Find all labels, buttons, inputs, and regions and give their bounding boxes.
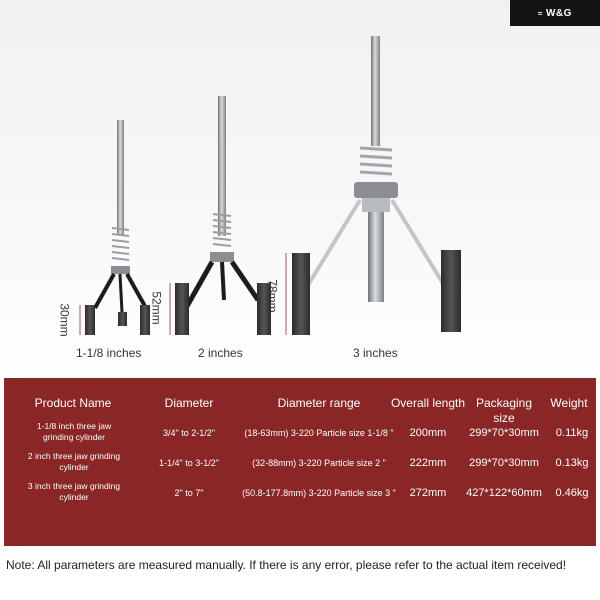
row1-diameter: 3/4" to 2-1/2"	[163, 428, 215, 438]
caption-small: 1-1/8 inches	[76, 346, 142, 360]
caption-medium: 2 inches	[198, 346, 243, 360]
row2-weight: 0.13kg	[555, 457, 589, 469]
wings-icon: ≈	[538, 8, 543, 18]
disclaimer-note: Note: All parameters are measured manually. If there is any error, please refer to the actual item received!	[6, 558, 567, 572]
row1-overall-length: 200mm	[409, 427, 447, 439]
row2-overall-length: 222mm	[409, 457, 447, 469]
row3-product-name: 3 inch three jaw grinding cylinder	[27, 481, 121, 502]
header-overall-length: Overall length	[390, 396, 466, 410]
row3-diameter: 2" to 7"	[174, 488, 204, 498]
row2-packaging-size: 299*70*30mm	[469, 457, 539, 469]
row1-product-name: 1-1/8 inch three jaw grinding cylinder	[36, 421, 112, 442]
hone-small	[80, 120, 150, 335]
dimension-label-small: 30mm	[57, 303, 72, 337]
spec-table	[4, 378, 596, 546]
header-weight: Weight	[550, 396, 588, 410]
row2-diameter: 1-1/4" to 3-1/2"	[159, 458, 219, 468]
header-diameter: Diameter	[164, 396, 214, 410]
dimension-label-large: 78mm	[265, 279, 280, 313]
row1-diameter-range: (18-63mm) 3-220 Particle size 1-1/8 "	[244, 428, 394, 438]
row2-diameter-range: (32-88mm) 3-220 Particle size 2 "	[252, 458, 386, 468]
row3-weight: 0.46kg	[555, 487, 589, 499]
row2-product-name: 2 inch three jaw grinding cylinder	[27, 451, 121, 472]
header-packaging-size: Packaging size	[475, 396, 533, 425]
brand-text: W&G	[545, 7, 572, 19]
row3-overall-length: 272mm	[409, 487, 447, 499]
hone-large	[286, 36, 461, 335]
row3-diameter-range: (50.8-177.8mm) 3-220 Particle size 3 "	[242, 488, 396, 498]
dimension-label-medium: 52mm	[149, 291, 164, 325]
row3-packaging-size: 427*122*60mm	[466, 487, 542, 499]
header-diameter-range: Diameter range	[277, 396, 361, 410]
caption-large: 3 inches	[353, 346, 398, 360]
hone-medium	[170, 96, 271, 335]
brand-logo	[510, 0, 600, 26]
row1-weight: 0.11kg	[555, 427, 589, 439]
header-product-name: Product Name	[34, 396, 112, 410]
row1-packaging-size: 299*70*30mm	[469, 427, 539, 439]
